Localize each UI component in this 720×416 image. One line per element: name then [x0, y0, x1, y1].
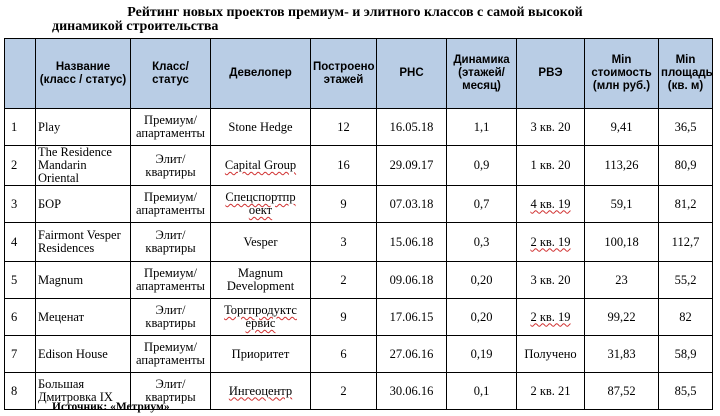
cell-dynamics: 1,1 — [447, 109, 517, 146]
title-line-2: динамикой строительства — [52, 19, 219, 34]
cell-min-cost: 113,26 — [585, 146, 659, 186]
developer-text: Capital Group — [224, 158, 297, 172]
cell-min-area: 112,7 — [659, 223, 713, 262]
cell-class: Премиум/ апартаменты — [131, 262, 211, 299]
col-header-floors: Построено этажей — [311, 39, 377, 109]
table-row — [5, 336, 713, 373]
table-row — [5, 262, 713, 299]
cell-min-area: 58,9 — [659, 336, 713, 373]
rve-text: 2 кв. 19 — [530, 234, 571, 249]
cell-min-area: 85,5 — [659, 373, 713, 410]
col-header-dynamics: Динамика (этажей/ месяц) — [447, 39, 517, 109]
cell-class: Элит/ квартиры — [131, 373, 211, 410]
cell-floors: 6 — [311, 336, 377, 373]
cell-min-cost: 31,83 — [585, 336, 659, 373]
cell-name: The Residence Mandarin Oriental — [36, 146, 131, 186]
cell-min-cost: 23 — [585, 262, 659, 299]
cell-index: 6 — [5, 299, 36, 336]
cell-dynamics: 0,3 — [447, 223, 517, 262]
cell-min-area: 80,9 — [659, 146, 713, 186]
cell-rns: 07.03.18 — [377, 186, 447, 223]
cell-rns: 29.09.17 — [377, 146, 447, 186]
cell-rve: 3 кв. 20 — [517, 262, 585, 299]
cell-dynamics: 0,1 — [447, 373, 517, 410]
cell-developer — [211, 373, 311, 410]
col-header-index — [5, 39, 36, 109]
cell-index: 7 — [5, 336, 36, 373]
cell-rve — [517, 223, 585, 262]
cell-developer: Stone Hedge — [211, 109, 311, 146]
cell-developer — [211, 186, 311, 223]
cell-name: Большая Дмитровка IX — [36, 373, 131, 410]
cell-min-area: 55,2 — [659, 262, 713, 299]
cell-min-area: 36,5 — [659, 109, 713, 146]
cell-min-cost: 87,52 — [585, 373, 659, 410]
cell-index: 4 — [5, 223, 36, 262]
cell-class: Элит/ квартиры — [131, 223, 211, 262]
cell-rve: 2 кв. 21 — [517, 373, 585, 410]
title-line-1: Рейтинг новых проектов премиум- и элитного классов с самой высокой — [127, 5, 583, 20]
cell-rve — [517, 299, 585, 336]
cell-min-cost: 100,18 — [585, 223, 659, 262]
cell-developer: Vesper — [211, 223, 311, 262]
cell-developer: Приоритет — [211, 336, 311, 373]
cell-floors: 16 — [311, 146, 377, 186]
cell-rve: Получено — [517, 336, 585, 373]
cell-name: Edison House — [36, 336, 131, 373]
cell-name: Play — [36, 109, 131, 146]
table-header-row — [5, 39, 713, 109]
cell-dynamics: 0,7 — [447, 186, 517, 223]
cell-class: Премиум/ апартаменты — [131, 186, 211, 223]
table-row — [5, 223, 713, 262]
cell-dynamics: 0,20 — [447, 299, 517, 336]
table-row — [5, 186, 713, 223]
developer-text: Ингеоцентр — [228, 383, 293, 398]
cell-min-cost: 9,41 — [585, 109, 659, 146]
cell-rns: 17.06.15 — [377, 299, 447, 336]
cell-floors: 3 — [311, 223, 377, 262]
col-header-developer: Девелопер — [211, 39, 311, 109]
cell-class: Премиум/ апартаменты — [131, 109, 211, 146]
cell-rns: 15.06.18 — [377, 223, 447, 262]
rve-text: 4 кв. 19 — [530, 196, 571, 211]
cell-rve — [517, 186, 585, 223]
cell-min-cost: 99,22 — [585, 299, 659, 336]
cell-min-cost: 59,1 — [585, 186, 659, 223]
cell-index: 2 — [5, 146, 36, 186]
table-row — [5, 299, 713, 336]
cell-floors: 9 — [311, 299, 377, 336]
cell-index: 5 — [5, 262, 36, 299]
col-header-rns: РНС — [377, 39, 447, 109]
cell-floors: 12 — [311, 109, 377, 146]
cell-dynamics: 0,20 — [447, 262, 517, 299]
cell-dynamics: 0,9 — [447, 146, 517, 186]
col-header-class: Класс/ статус — [131, 39, 211, 109]
cell-developer: Magnum Development — [211, 262, 311, 299]
cell-rve: 3 кв. 20 — [517, 109, 585, 146]
cell-name: Magnum — [36, 262, 131, 299]
cell-floors: 9 — [311, 186, 377, 223]
table-row — [5, 109, 713, 146]
source-note: Источник: «Метриум» — [52, 401, 170, 413]
cell-developer — [211, 146, 311, 186]
cell-index: 3 — [5, 186, 36, 223]
cell-floors: 2 — [311, 262, 377, 299]
cell-min-area: 82 — [659, 299, 713, 336]
col-header-name: Название (класс / статус) — [36, 39, 131, 109]
cell-developer — [211, 299, 311, 336]
cell-class: Элит/ квартиры — [131, 299, 211, 336]
cell-name: БОР — [36, 186, 131, 223]
cell-rns: 27.06.16 — [377, 336, 447, 373]
cell-name: Меценат — [36, 299, 131, 336]
cell-min-area: 81,2 — [659, 186, 713, 223]
col-header-rve: РВЭ — [517, 39, 585, 109]
rve-text: 2 кв. 19 — [530, 309, 571, 324]
cell-rve: 1 кв. 20 — [517, 146, 585, 186]
table-row — [5, 146, 713, 186]
cell-index: 8 — [5, 373, 36, 410]
cell-rns: 16.05.18 — [377, 109, 447, 146]
cell-dynamics: 0,19 — [447, 336, 517, 373]
developer-text: Спецспортпр оект — [225, 190, 296, 217]
cell-name: Fairmont Vesper Residences — [36, 223, 131, 262]
cell-rns: 30.06.16 — [377, 373, 447, 410]
cell-rns: 09.06.18 — [377, 262, 447, 299]
document-title — [0, 6, 720, 34]
cell-class: Премиум/ апартаменты — [131, 336, 211, 373]
cell-class: Элит/ квартиры — [131, 146, 211, 186]
col-header-min-cost: Min стоимость (млн руб.) — [585, 39, 659, 109]
ranking-table — [4, 38, 713, 410]
cell-index: 1 — [5, 109, 36, 146]
col-header-min-area: Min площадь (кв. м) — [659, 39, 713, 109]
cell-floors: 2 — [311, 373, 377, 410]
developer-text: Торгпродуктс ервис — [224, 303, 297, 330]
